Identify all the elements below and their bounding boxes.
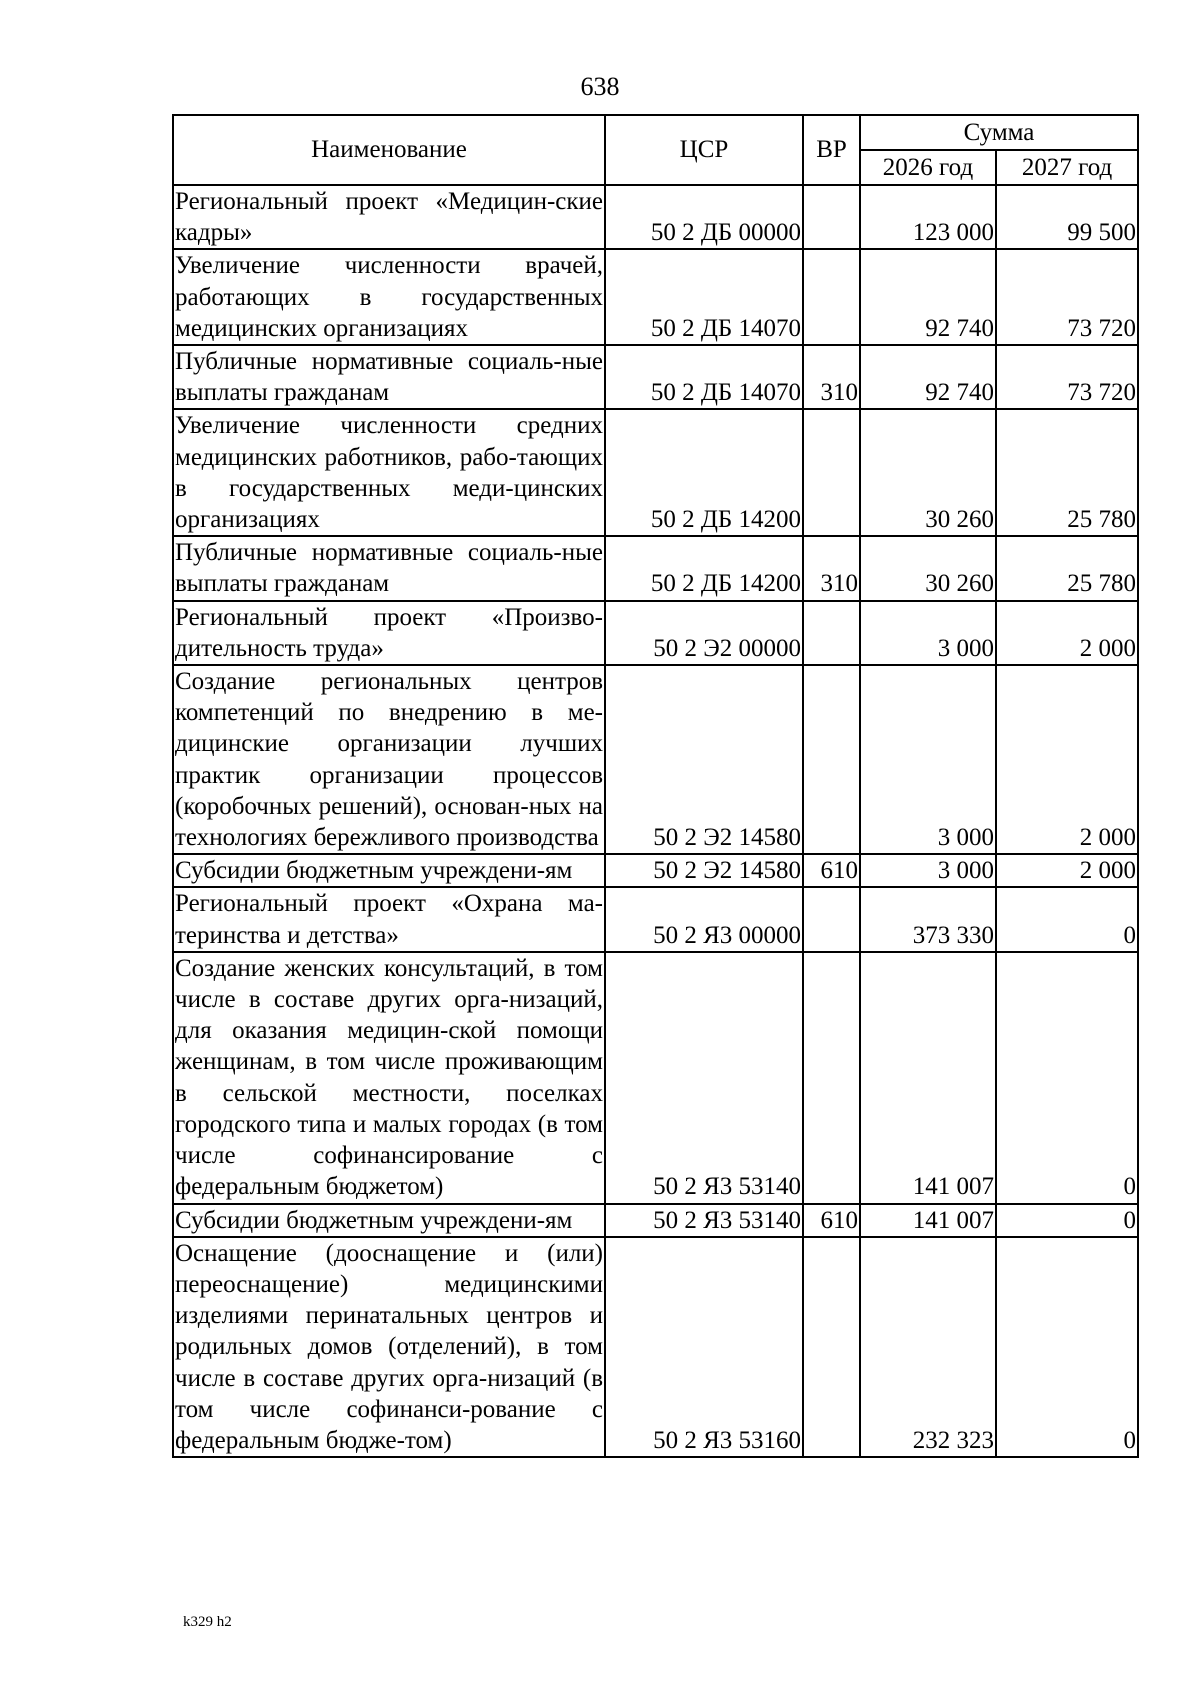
row-csr: 50 2 Э2 14580	[605, 854, 803, 887]
row-sum-2026: 30 260	[860, 536, 996, 600]
row-vr: 310	[803, 536, 860, 600]
row-name: Субсидии бюджетным учреждени-ям	[173, 854, 605, 887]
table-row	[173, 854, 1138, 887]
row-vr	[803, 1237, 860, 1457]
footer-code: k329 h2	[183, 1614, 232, 1630]
row-csr: 50 2 ДБ 14070	[605, 249, 803, 345]
row-csr: 50 2 Э2 00000	[605, 601, 803, 665]
row-sum-2026: 232 323	[860, 1237, 996, 1457]
row-sum-2027: 0	[996, 1204, 1138, 1237]
table-body	[173, 185, 1138, 1457]
table-row	[173, 952, 1138, 1204]
row-csr: 50 2 Я3 53140	[605, 952, 803, 1204]
row-name: Создание региональных центров компетенций по внедрению в ме-дицинские организации лучших практик организации процессов (коробочных решений), основан-ных на технологиях бережливого производства	[173, 665, 605, 854]
row-sum-2027: 2 000	[996, 665, 1138, 854]
table-row	[173, 249, 1138, 345]
header-year-2026: 2026 год	[860, 150, 996, 185]
row-sum-2027: 2 000	[996, 601, 1138, 665]
header-vr: ВР	[803, 115, 860, 185]
row-name: Увеличение численности врачей, работающих в государственных медицинских организациях	[173, 249, 605, 345]
row-vr	[803, 601, 860, 665]
row-name: Региональный проект «Охрана ма-теринства и детства»	[173, 887, 605, 951]
row-vr: 610	[803, 1204, 860, 1237]
row-name: Региональный проект «Медицин-ские кадры»	[173, 185, 605, 249]
row-csr: 50 2 ДБ 14200	[605, 409, 803, 536]
row-vr: 610	[803, 854, 860, 887]
row-sum-2026: 92 740	[860, 345, 996, 409]
row-vr	[803, 952, 860, 1204]
row-sum-2026: 3 000	[860, 601, 996, 665]
header-name: Наименование	[173, 115, 605, 185]
header-sum: Сумма	[860, 115, 1138, 150]
row-name: Публичные нормативные социаль-ные выплаты гражданам	[173, 345, 605, 409]
row-sum-2027: 25 780	[996, 536, 1138, 600]
row-csr: 50 2 ДБ 14070	[605, 345, 803, 409]
row-sum-2027: 2 000	[996, 854, 1138, 887]
table-row	[173, 1237, 1138, 1457]
row-csr: 50 2 ДБ 00000	[605, 185, 803, 249]
row-vr	[803, 185, 860, 249]
row-sum-2026: 141 007	[860, 952, 996, 1204]
row-name: Увеличение численности средних медицинских работников, рабо-тающих в государственных меди-цинских организациях	[173, 409, 605, 536]
row-csr: 50 2 Э2 14580	[605, 665, 803, 854]
table-row	[173, 887, 1138, 951]
table-row	[173, 1204, 1138, 1237]
row-vr	[803, 887, 860, 951]
row-vr	[803, 249, 860, 345]
row-sum-2027: 25 780	[996, 409, 1138, 536]
row-sum-2026: 373 330	[860, 887, 996, 951]
row-vr: 310	[803, 345, 860, 409]
row-csr: 50 2 Я3 00000	[605, 887, 803, 951]
table-row	[173, 185, 1138, 249]
row-name: Создание женских консультаций, в том числе в составе других орга-низаций, для оказания медицин-ской помощи женщинам, в том числе проживающим в сельской местности, поселках городского типа и малых городах (в том числе софинансирование с федеральным бюджетом)	[173, 952, 605, 1204]
budget-table	[172, 114, 1139, 1458]
page-number: 638	[580, 72, 620, 101]
row-sum-2027: 0	[996, 952, 1138, 1204]
row-sum-2027: 0	[996, 887, 1138, 951]
table-header	[173, 115, 1138, 185]
table-row	[173, 665, 1138, 854]
row-vr	[803, 409, 860, 536]
row-sum-2027: 0	[996, 1237, 1138, 1457]
row-sum-2027: 73 720	[996, 345, 1138, 409]
row-name: Оснащение (дооснащение и (или) переоснащение) медицинскими изделиями перинатальных центров и родильных домов (отделений), в том числе в составе других орга-низаций (в том числе софинанси-рование с федеральным бюдже-том)	[173, 1237, 605, 1457]
header-csr: ЦСР	[605, 115, 803, 185]
row-sum-2026: 92 740	[860, 249, 996, 345]
row-vr	[803, 665, 860, 854]
row-sum-2026: 123 000	[860, 185, 996, 249]
row-csr: 50 2 ДБ 14200	[605, 536, 803, 600]
row-name: Региональный проект «Произво-дительность труда»	[173, 601, 605, 665]
row-sum-2026: 3 000	[860, 665, 996, 854]
row-name: Публичные нормативные социаль-ные выплаты гражданам	[173, 536, 605, 600]
table-row	[173, 601, 1138, 665]
row-sum-2027: 73 720	[996, 249, 1138, 345]
row-sum-2026: 30 260	[860, 409, 996, 536]
row-sum-2026: 141 007	[860, 1204, 996, 1237]
header-year-2027: 2027 год	[996, 150, 1138, 185]
row-sum-2026: 3 000	[860, 854, 996, 887]
row-csr: 50 2 Я3 53160	[605, 1237, 803, 1457]
row-sum-2027: 99 500	[996, 185, 1138, 249]
table-row	[173, 409, 1138, 536]
table-row	[173, 536, 1138, 600]
table-row	[173, 345, 1138, 409]
row-csr: 50 2 Я3 53140	[605, 1204, 803, 1237]
row-name: Субсидии бюджетным учреждени-ям	[173, 1204, 605, 1237]
